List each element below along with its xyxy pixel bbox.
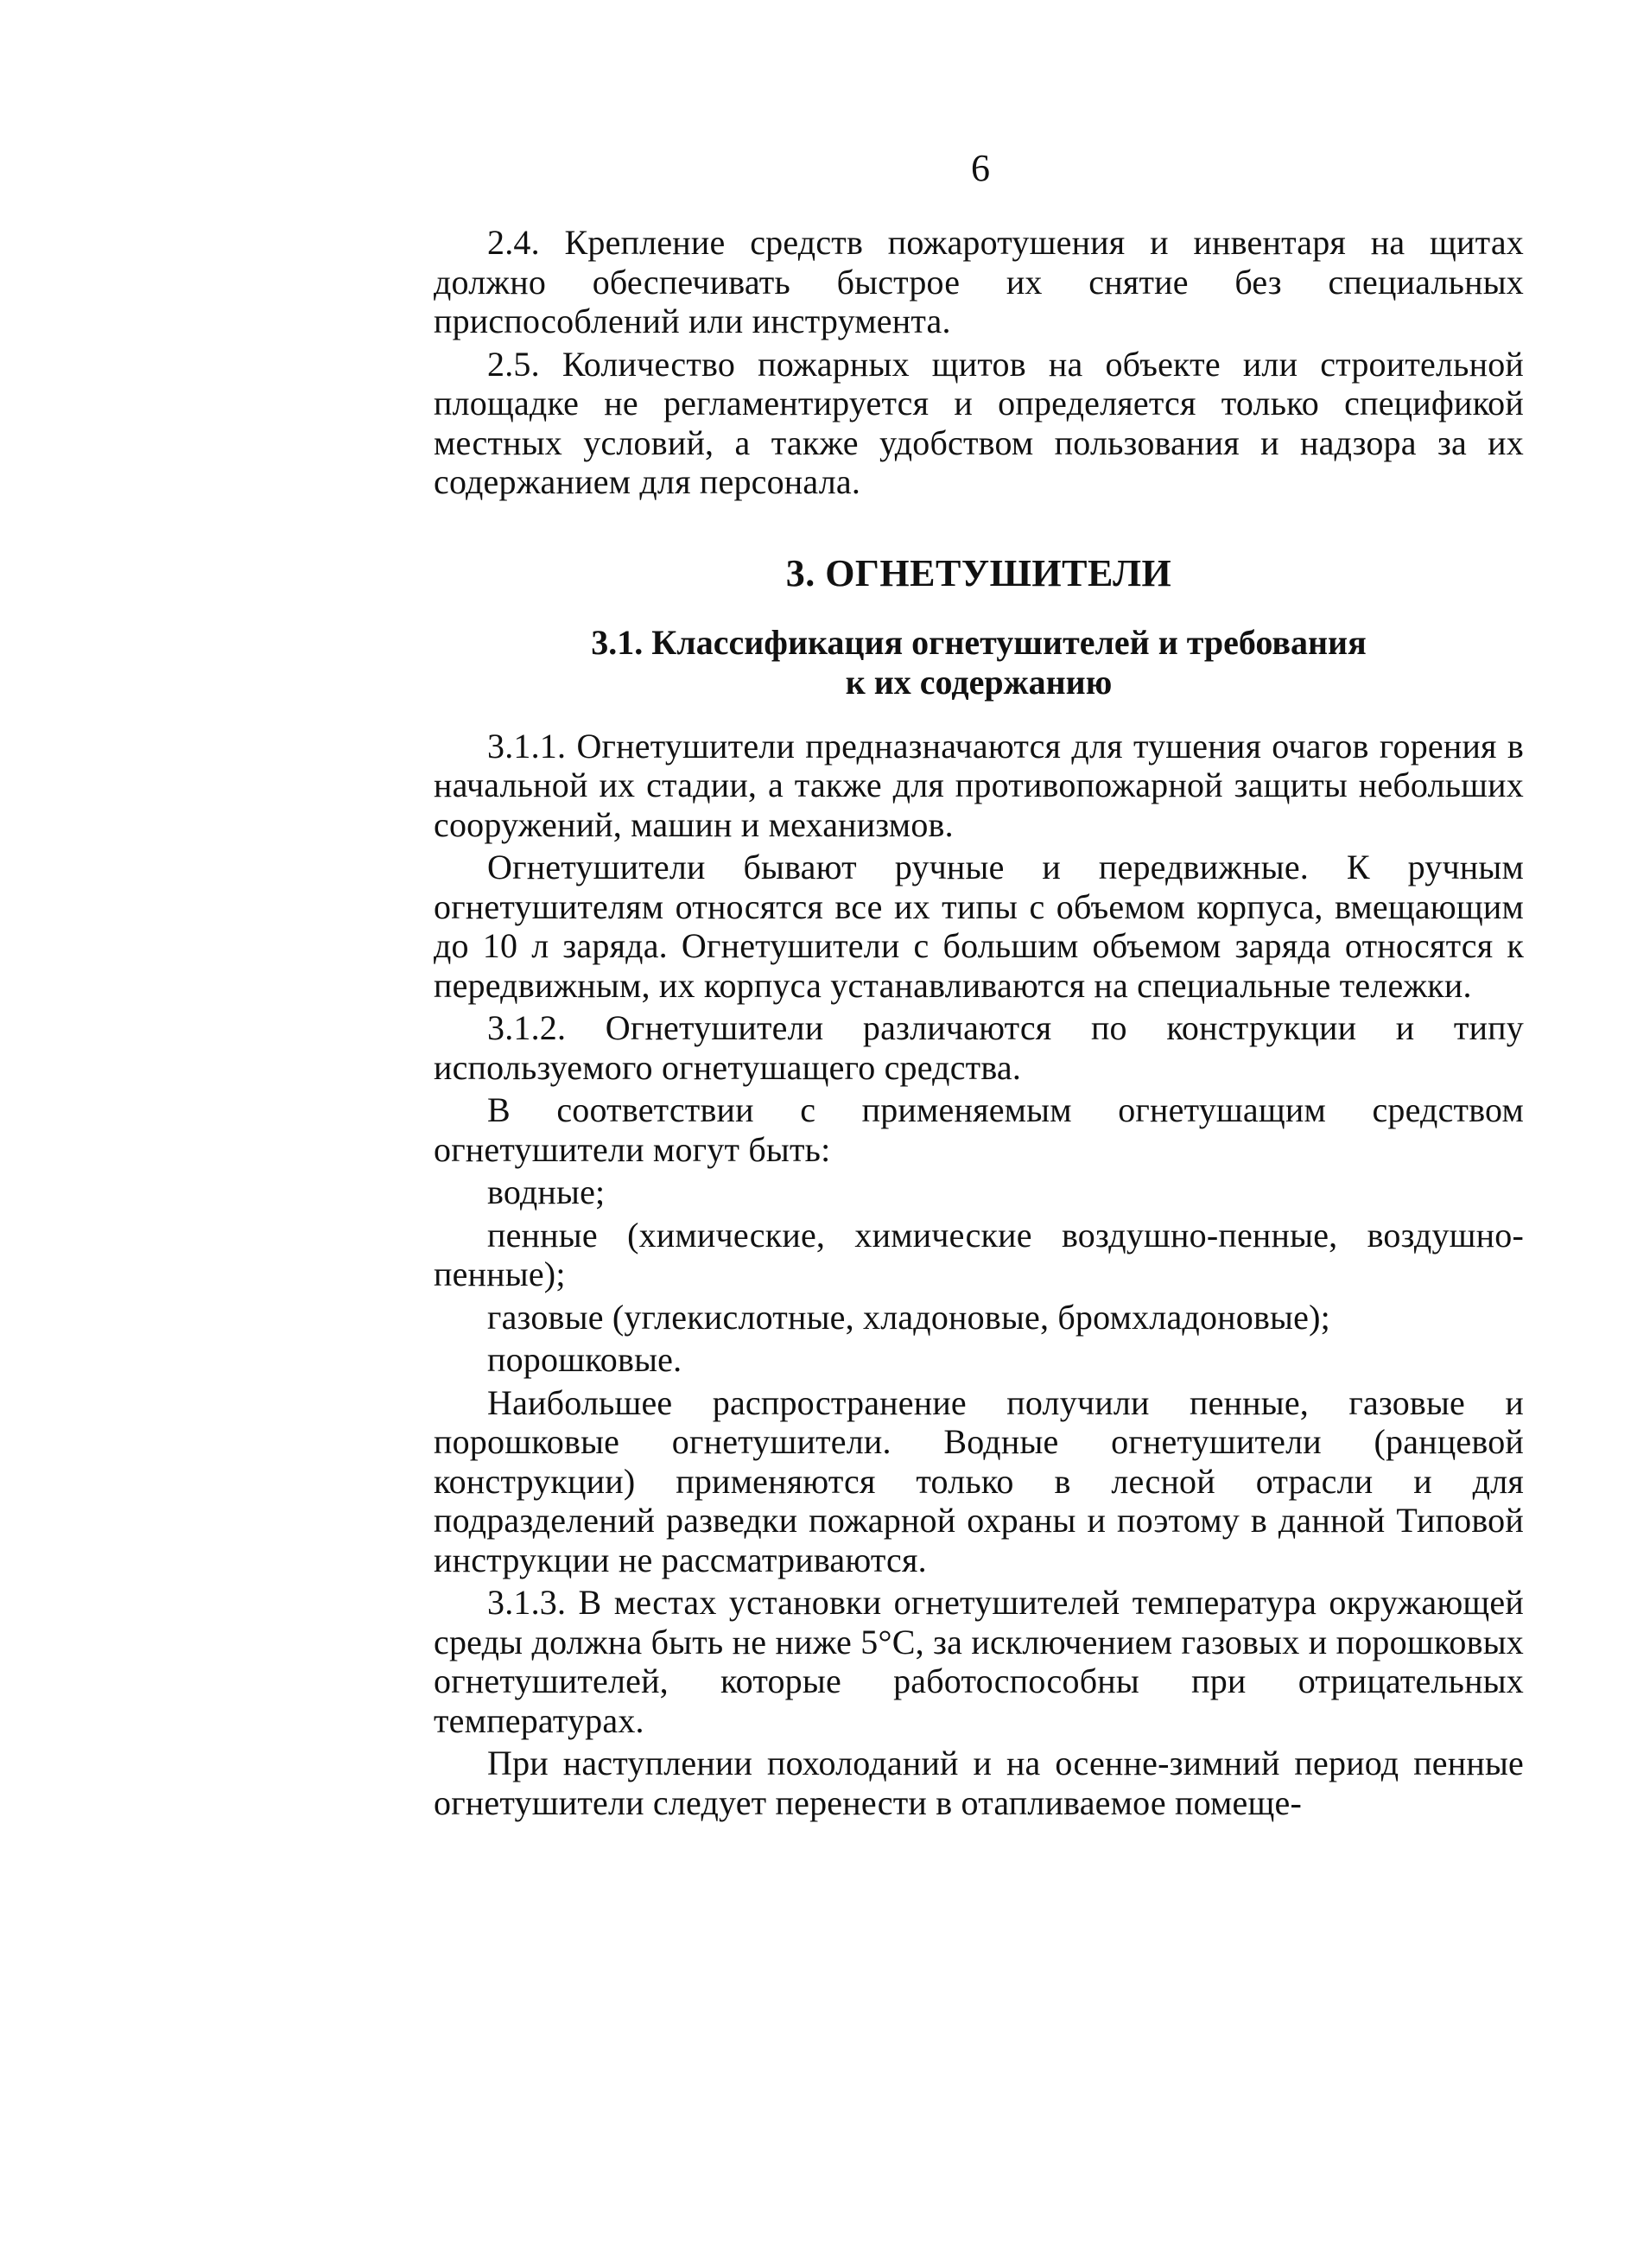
paragraph-2-4: 2.4. Крепление средств пожаротушения и инвентаря на щитах должно обеспечивать быстрое их снятие без специальных приспособлений или инструмента. [434,223,1524,340]
section-title: 3. ОГНЕТУШИТЕЛИ [785,551,1172,594]
subsection-title [434,623,1524,702]
body-text [434,223,1524,1826]
paragraph-distribution: Наибольшее распространение получили пенные, газовые и порошковые огнетушители. Водные огнетушители (ранцевой конструкции) применяются только в лесной отрасли и для подразделений разведки пожарной охраны и поэтому в данной Типовой инструкции не рассматриваются. [434,1382,1524,1579]
paragraph-3-1-3: 3.1.3. В местах установки огнетушителей температура окружающей среды должна быть не ниже 5°С, за исключением газовых и порошковых огнетушителей, которые работоспособны при отрицательных температурах. [434,1583,1524,1740]
page-number: 6 [971,147,990,189]
paragraph-list-intro: В соответствии с применяемым огнетушащим средством огнетушители могут быть: [434,1090,1524,1169]
list-item-gas: газовые (углекислотные, хладоновые, бромхладоновые); [487,1297,1330,1337]
paragraph-2-5: 2.5. Количество пожарных щитов на объекте или строительной площадке не регламентируется и определяется только спецификой местных условий, а также удобством пользования и надзора за их содержанием для персонала. [434,344,1524,501]
list-item-foam: пенные (химические, химические воздушно-пенные, воздушно-пенные); [434,1215,1524,1293]
subsection-title-line-2: к их содержанию [845,662,1113,702]
paragraph-extinguisher-types: Огнетушители бывают ручные и передвижные. К ручным огнетушителям относятся все их типы с объемом корпуса, вмещающим до 10 л заряда. Огнетушители с большим объемом заряда относятся к передвижным, их корпуса устанавливаются на специальные тележки. [434,848,1524,1005]
paragraph-3-1-1: 3.1.1. Огнетушители предназначаются для тушения очагов горения в начальной их стадии, а также для противопожарной защиты небольших сооружений, машин и механизмов. [434,726,1524,844]
subsection-title-line-1: 3.1. Классификация огнетушителей и требования [591,622,1367,662]
paragraph-cold-season: При наступлении похолоданий и на осенне-зимний период пенные огнетушители следует перенести в отапливаемое помеще- [434,1744,1524,1822]
list-item-powder: порошковые. [487,1340,682,1379]
list-item-water: водные; [487,1172,606,1211]
paragraph-3-1-2: 3.1.2. Огнетушители различаются по конструкции и типу используемого огнетушащего средства. [434,1008,1524,1087]
